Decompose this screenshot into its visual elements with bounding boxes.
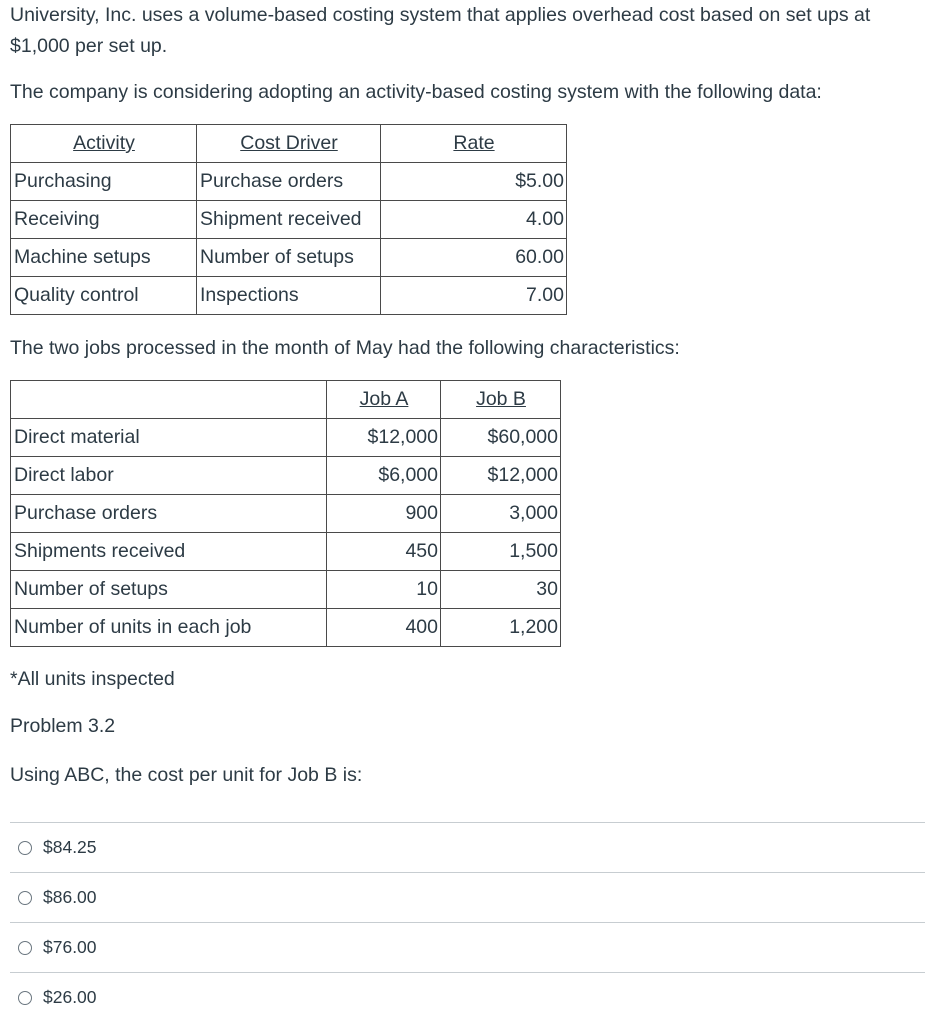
header-job-a: Job A	[327, 381, 441, 419]
answer-option-2[interactable]	[10, 872, 925, 922]
row-label: Purchase orders	[11, 495, 327, 533]
header-cost-driver: Cost Driver	[197, 125, 381, 163]
cost-driver-cell: Purchase orders	[197, 163, 381, 201]
job-b-cell: $60,000	[441, 419, 561, 457]
job-a-cell: $6,000	[327, 457, 441, 495]
activity-cell: Machine setups	[11, 239, 197, 277]
table-row	[11, 609, 561, 647]
table-row	[11, 163, 567, 201]
answer-option-label[interactable]: $86.00	[43, 887, 97, 907]
job-a-cell: 10	[327, 571, 441, 609]
radio-button-icon[interactable]	[18, 891, 32, 905]
rate-cell: $5.00	[381, 163, 567, 201]
job-a-cell: 450	[327, 533, 441, 571]
table-header-row	[11, 381, 561, 419]
two-jobs-text: The two jobs processed in the month of May had the following characteristics:	[10, 337, 680, 359]
problem-number: Problem 3.2	[10, 715, 116, 737]
cost-driver-cell: Shipment received	[197, 201, 381, 239]
consider-text: The company is considering adopting an activity-based costing system with the following data:	[10, 81, 822, 103]
row-label: Number of units in each job	[11, 609, 327, 647]
jobs-table	[10, 380, 561, 647]
rate-cell: 60.00	[381, 239, 567, 277]
header-rate: Rate	[381, 125, 567, 163]
job-b-cell: $12,000	[441, 457, 561, 495]
radio-button-icon[interactable]	[18, 991, 32, 1005]
answer-option-label[interactable]: $76.00	[43, 937, 97, 957]
header-job-b: Job B	[441, 381, 561, 419]
table-row	[11, 457, 561, 495]
job-b-cell: 1,200	[441, 609, 561, 647]
radio-button-icon[interactable]	[18, 841, 32, 855]
job-a-cell: $12,000	[327, 419, 441, 457]
activity-table	[10, 124, 567, 315]
table-row	[11, 277, 567, 315]
job-a-cell: 900	[327, 495, 441, 533]
cost-driver-cell: Inspections	[197, 277, 381, 315]
job-b-cell: 1,500	[441, 533, 561, 571]
job-b-cell: 30	[441, 571, 561, 609]
table-row	[11, 239, 567, 277]
answer-option-label[interactable]: $26.00	[43, 987, 97, 1007]
answer-options	[10, 822, 925, 1022]
rate-cell: 4.00	[381, 201, 567, 239]
row-label: Direct material	[11, 419, 327, 457]
footnote: *All units inspected	[10, 668, 175, 690]
activity-cell: Receiving	[11, 201, 197, 239]
header-activity: Activity	[11, 125, 197, 163]
table-row	[11, 419, 561, 457]
answer-option-1[interactable]	[10, 822, 925, 872]
job-a-cell: 400	[327, 609, 441, 647]
intro-text: University, Inc. uses a volume-based costing system that applies overhead cost based on set ups at $1,000 per set up.	[10, 4, 871, 57]
table-header-row	[11, 125, 567, 163]
activity-cell: Quality control	[11, 277, 197, 315]
table-row	[11, 533, 561, 571]
row-label: Shipments received	[11, 533, 327, 571]
rate-cell: 7.00	[381, 277, 567, 315]
answer-option-3[interactable]	[10, 922, 925, 972]
activity-cell: Purchasing	[11, 163, 197, 201]
radio-button-icon[interactable]	[18, 941, 32, 955]
answer-option-4[interactable]	[10, 972, 925, 1022]
question-text: Using ABC, the cost per unit for Job B is:	[10, 764, 363, 786]
header-blank	[11, 381, 327, 419]
answer-option-label[interactable]: $84.25	[43, 837, 97, 857]
row-label: Direct labor	[11, 457, 327, 495]
table-row	[11, 495, 561, 533]
table-row	[11, 201, 567, 239]
job-b-cell: 3,000	[441, 495, 561, 533]
table-row	[11, 571, 561, 609]
row-label: Number of setups	[11, 571, 327, 609]
cost-driver-cell: Number of setups	[197, 239, 381, 277]
